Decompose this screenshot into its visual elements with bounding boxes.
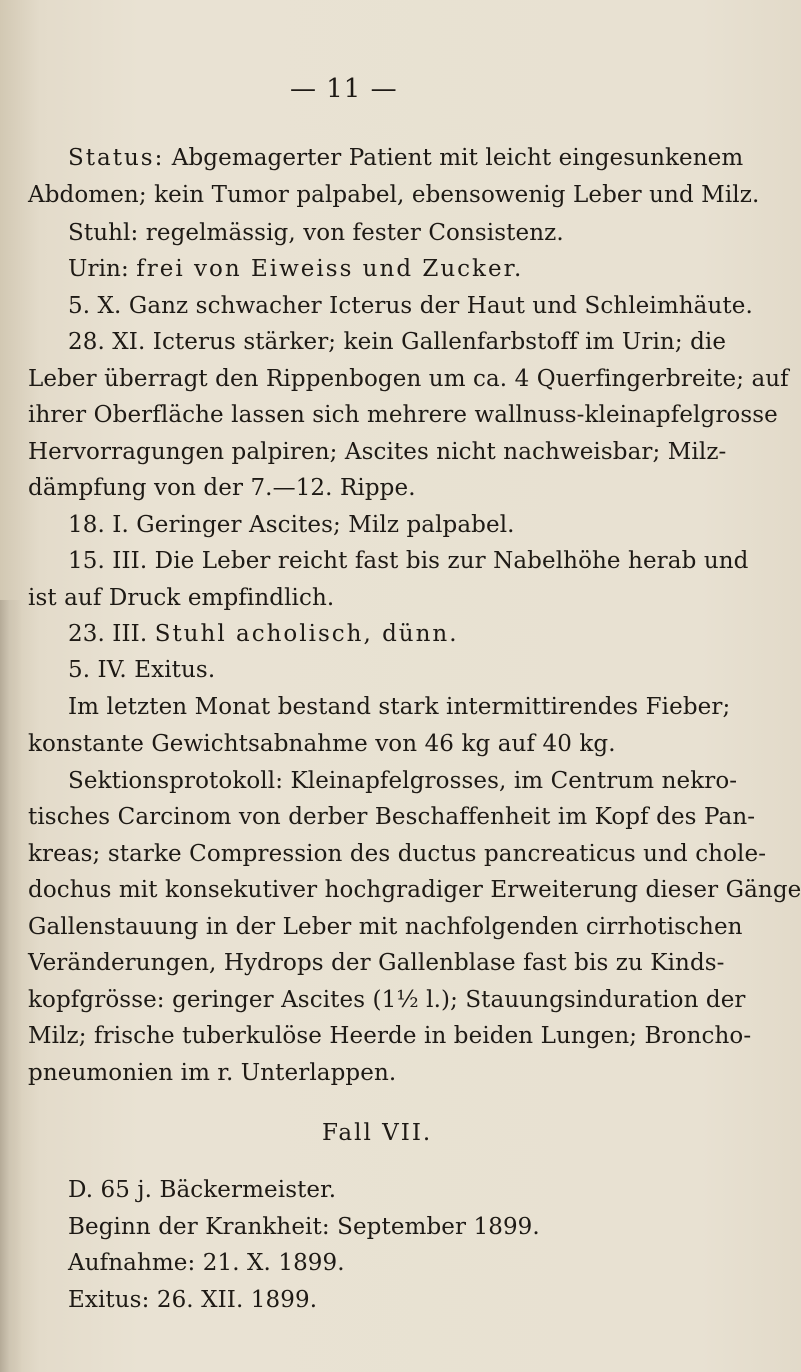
urin-label: Urin: (68, 256, 129, 282)
urin-text: frei von Eiweiss und Zucker. (136, 256, 524, 282)
entry-5-x: 5. X. Ganz schwacher Icterus der Haut und Schleimhäute. (68, 293, 753, 319)
monat-line-1: Im letzten Monat bestand stark intermittirendes Fieber; (68, 694, 731, 720)
page-edge-shadow (0, 600, 22, 1372)
stuhl-label: Stuhl: (68, 220, 139, 246)
entry-23-iii-date: 23. III. (68, 621, 148, 647)
status-line-2: Abdomen; kein Tumor palpabel, ebensowenig Leber und Milz. (28, 182, 760, 208)
monat-line-2: konstante Gewichtsabnahme von 46 kg auf 40 kg. (28, 731, 616, 757)
fall-line-3: Aufnahme: 21. X. 1899. (68, 1250, 345, 1276)
sektion-line-8: Milz; frische tuberkulöse Heerde in beiden Lungen; Broncho- (28, 1023, 752, 1049)
status-text-1: Abgemagerter Patient mit leicht eingesunkenem (171, 145, 744, 171)
entry-28-xi-line-3: ihrer Oberfläche lassen sich mehrere wallnuss-kleinapfelgrosse (28, 402, 778, 428)
status-label: Status: (68, 145, 165, 171)
entry-5-iv: 5. IV. Exitus. (68, 657, 216, 683)
stuhl-text: regelmässig, von fester Consistenz. (145, 220, 564, 246)
sektion-line-4: dochus mit konsekutiver hochgradiger Erweiterung dieser Gänge (28, 877, 801, 903)
sektion-line-3: kreas; starke Compression des ductus pancreaticus und chole- (28, 841, 767, 867)
fall-line-4: Exitus: 26. XII. 1899. (68, 1287, 318, 1313)
fall-line-1: D. 65 j. Bäckermeister. (68, 1177, 337, 1203)
sektion-line-9: pneumonien im r. Unterlappen. (28, 1060, 397, 1086)
entry-28-xi-line-5: dämpfung von der 7.—12. Rippe. (28, 475, 416, 501)
fall-heading: Fall VII. (322, 1120, 433, 1146)
entry-23-iii (68, 619, 459, 649)
sektion-line-7: kopfgrösse: geringer Ascites (1½ l.); Stauungsinduration der (28, 987, 746, 1013)
entry-23-iii-text: Stuhl acholisch, dünn. (154, 621, 459, 647)
entry-15-iii-line-1: 15. III. Die Leber reicht fast bis zur Nabelhöhe herab und (68, 548, 749, 574)
entry-15-iii-line-2: ist auf Druck empfindlich. (28, 585, 335, 611)
entry-18-i: 18. I. Geringer Ascites; Milz palpabel. (68, 512, 515, 538)
page-number: — 11 — (290, 74, 398, 104)
entry-28-xi-line-2: Leber überragt den Rippenbogen um ca. 4 Querfingerbreite; auf (28, 366, 789, 392)
stuhl-line (68, 218, 564, 248)
status-line-1 (68, 143, 743, 173)
entry-28-xi-line-4: Hervorragungen palpiren; Ascites nicht nachweisbar; Milz- (28, 439, 727, 465)
fall-line-2: Beginn der Krankheit: September 1899. (68, 1214, 540, 1240)
sektion-line-2: tisches Carcinom von derber Beschaffenheit im Kopf des Pan- (28, 804, 756, 830)
urin-line (68, 254, 523, 284)
sektion-line-1: Sektionsprotokoll: Kleinapfelgrosses, im Centrum nekro- (68, 768, 738, 794)
entry-28-xi-line-1: 28. XI. Icterus stärker; kein Gallenfarbstoff im Urin; die (68, 329, 727, 355)
sektion-line-6: Veränderungen, Hydrops der Gallenblase fast bis zu Kinds- (28, 950, 725, 976)
sektion-line-5: Gallenstauung in der Leber mit nachfolgenden cirrhotischen (28, 914, 743, 940)
